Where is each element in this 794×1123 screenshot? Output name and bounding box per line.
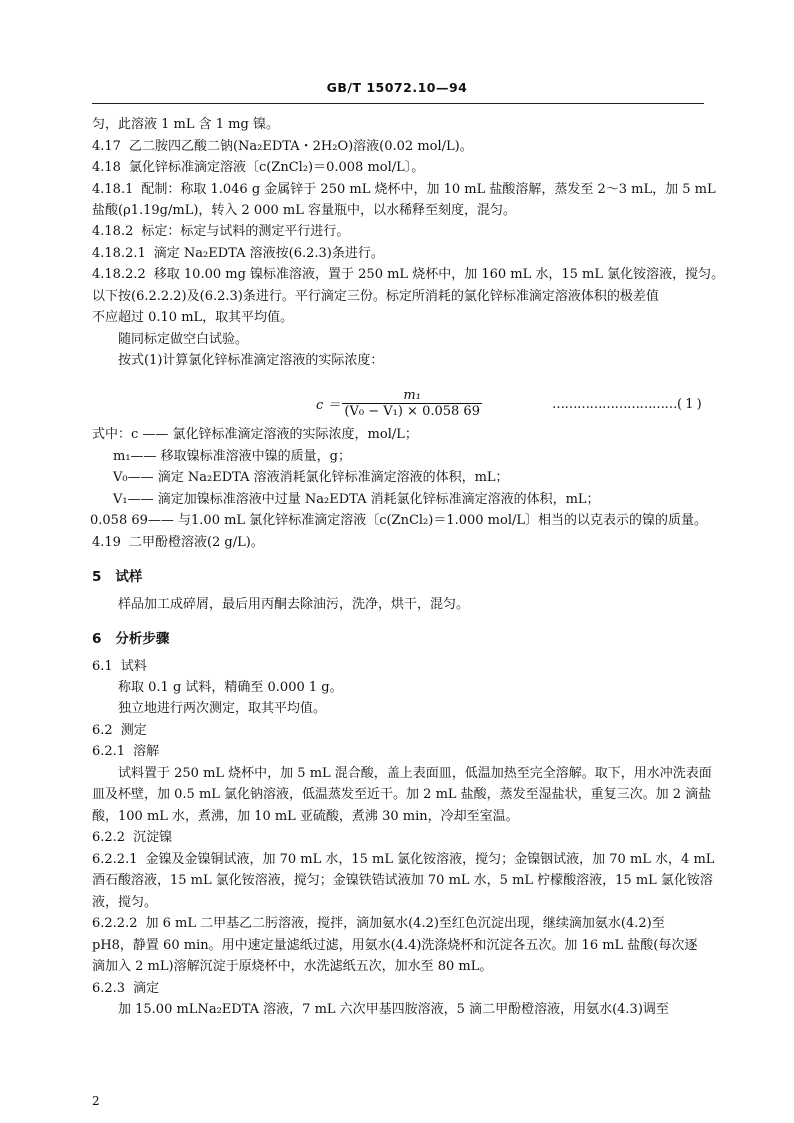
text-line: 称取 0.1 g 试料，精确至 0.000 1 g。	[118, 680, 343, 695]
clause-text: 金镍及金镍铜试液，加 70 mL 水，15 mL 氯化铵溶液，搅匀；金镍铟试液，加 70 mL 水，4 mL	[145, 852, 715, 867]
formula-denominator: (V₀ − V₁) × 0.058 69	[344, 404, 480, 419]
text-line: 0.058 69—— 与1.00 mL 氯化锌标准滴定溶液〔c(ZnCl₂)＝1.000 mol/L〕相当的以克表示的镍的质量。	[90, 513, 708, 528]
clause-4-18-2	[92, 224, 349, 240]
text-line: 液，搅匀。	[92, 895, 158, 910]
formula-numerator: m₁	[342, 388, 482, 404]
text-line: 式中：c —— 氯化锌标准滴定溶液的实际浓度，mol/L；	[92, 427, 418, 442]
clause-number: 6.2.1	[92, 744, 126, 759]
text-line: 随同标定做空白试验。	[118, 332, 249, 347]
clause-4-19	[92, 535, 264, 551]
clause-text: 加 6 mL 二甲基乙二肟溶液，搅拌，滴加氨水(4.2)至红色沉淀出现，继续滴加氨水(4.2)至	[145, 916, 665, 931]
section-number: 5	[92, 569, 102, 585]
clause-text: 配制：称取 1.046 g 金属锌于 250 mL 烧杯中，加 10 mL 盐酸溶解，蒸发至 2～3 mL，加 5 mL	[141, 182, 716, 197]
page-header: GB/T 15072.10—94	[326, 80, 468, 95]
clause-text: 标定：标定与试料的测定平行进行。	[141, 224, 350, 239]
text-line: 试料置于 250 mL 烧杯中，加 5 mL 混合酸，盖上表面皿，低温加热至完全溶解。取下，用水冲洗表面	[118, 766, 712, 781]
clause-4-18-2-1	[92, 246, 384, 262]
text-line: pH8，静置 60 min。用中速定量滤纸过滤，用氨水(4.4)洗涤烧杯和沉淀各五次。加 16 mL 盐酸(每次逐	[92, 938, 698, 953]
text-line: 滴加入 2 mL)溶解沉淀于原烧杯中，水洗滤纸五次，加水至 80 mL。	[92, 959, 493, 974]
clause-number: 4.17	[92, 139, 121, 154]
clause-text: 滴定 Na₂EDTA 溶液按(6.2.3)条进行。	[153, 246, 384, 261]
text-line: 不应超过 0.10 mL，取其平均值。	[92, 310, 294, 325]
text-line: 独立地进行两次测定，取其平均值。	[118, 701, 327, 716]
clause-text: 滴定	[133, 981, 160, 996]
text-line: 样品加工成碎屑，最后用丙酮去除油污，洗净，烘干，混匀。	[118, 597, 470, 612]
text-line: 盐酸(ρ1.19g/mL)，转入 2 000 mL 容量瓶中，以水稀释至刻度，混匀。	[92, 203, 516, 218]
text-line: 按式(1)计算氯化锌标准滴定溶液的实际浓度：	[118, 353, 384, 368]
section-title: 试样	[115, 569, 143, 585]
text-line: 皿及杯壁，加 0.5 mL 氯化钠溶液，低温蒸发至近干。加 2 mL 盐酸，蒸发至湿盐状，重复三次。加 2 滴盐	[92, 787, 712, 802]
clause-text: 二甲酚橙溶液(2 g/L)。	[128, 535, 264, 550]
clause-number: 4.18.2.1	[92, 246, 146, 261]
clause-number: 6.2.2	[92, 830, 126, 845]
clause-number: 6.2.3	[92, 981, 126, 996]
clause-number: 4.19	[92, 535, 121, 550]
text-line: 酸，100 mL 水，煮沸，加 10 mL 亚硫酸，煮沸 30 min，冷却至室温。	[92, 809, 519, 824]
clause-text: 试料	[120, 659, 147, 674]
clause-number: 6.2.2.2	[92, 916, 138, 931]
section-title: 分析步骤	[115, 631, 170, 647]
clause-number: 4.18	[92, 160, 121, 175]
clause-6-2-2-2	[92, 916, 665, 932]
clause-text: 沉淀镍	[133, 830, 173, 845]
clause-4-17	[92, 139, 473, 155]
section-heading-5	[92, 569, 142, 585]
formula-leader: …………………………	[552, 397, 677, 412]
section-number: 6	[92, 631, 102, 647]
clause-text: 溶解	[133, 744, 160, 759]
clause-6-2-3	[92, 981, 159, 997]
clause-text: 移取 10.00 mg 镍标准溶液，置于 250 mL 烧杯中，加 160 mL 水，15 mL 氯化铵溶液，搅匀。	[153, 267, 725, 282]
clause-4-18-1	[92, 182, 716, 198]
clause-6-2-1	[92, 744, 159, 760]
clause-number: 4.18.1	[92, 182, 134, 197]
clause-text: 氯化锌标准滴定溶液〔c(ZnCl₂)＝0.008 mol/L〕。	[128, 160, 425, 175]
clause-number: 4.18.2.2	[92, 267, 146, 282]
formula-leader-and-number	[552, 397, 701, 412]
text-line: 酒石酸溶液，15 mL 氯化铵溶液，搅匀；金镍铁锆试液加 70 mL 水，5 mL 柠檬酸溶液，15 mL 氯化铵溶	[92, 873, 713, 888]
formula-number: ( 1 )	[677, 397, 702, 412]
formula-lhs: c ＝	[316, 398, 341, 413]
section-heading-6	[92, 631, 169, 647]
formula-1	[314, 388, 482, 419]
text-line: V₁—— 滴定加镍标准溶液中过量 Na₂EDTA 消耗氯化锌标准滴定溶液的体积，mL；	[113, 492, 600, 507]
text-line: 以下按(6.2.2.2)及(6.2.3)条进行。平行滴定三份。标定所消耗的氯化锌标准滴定溶液体积的极差值	[92, 289, 659, 304]
clause-6-2-2-1	[92, 852, 714, 868]
clause-number: 4.18.2	[92, 224, 134, 239]
clause-text: 乙二胺四乙酸二钠(Na₂EDTA・2H₂O)溶液(0.02 mol/L)。	[128, 139, 473, 154]
clause-number: 6.2	[92, 723, 113, 738]
clause-6-2	[92, 723, 147, 739]
clause-number: 6.2.2.1	[92, 852, 138, 867]
clause-number: 6.1	[92, 659, 113, 674]
clause-6-1	[92, 659, 147, 675]
clause-6-2-2	[92, 830, 172, 846]
text-line: 加 15.00 mLNa₂EDTA 溶液，7 mL 六次甲基四胺溶液，5 滴二甲酚橙溶液，用氨水(4.3)调至	[118, 1002, 669, 1017]
page-number: 2	[92, 1094, 100, 1108]
header-rule	[92, 103, 704, 104]
clause-4-18-2-2	[92, 267, 724, 283]
text-line: 匀，此溶液 1 mL 含 1 mg 镍。	[92, 117, 279, 132]
text-line: V₀—— 滴定 Na₂EDTA 溶液消耗氯化锌标准滴定溶液的体积，mL；	[113, 470, 509, 485]
clause-4-18	[92, 160, 424, 176]
clause-text: 测定	[120, 723, 147, 738]
text-line: m₁—— 移取镍标准溶液中镍的质量，g；	[113, 449, 351, 464]
